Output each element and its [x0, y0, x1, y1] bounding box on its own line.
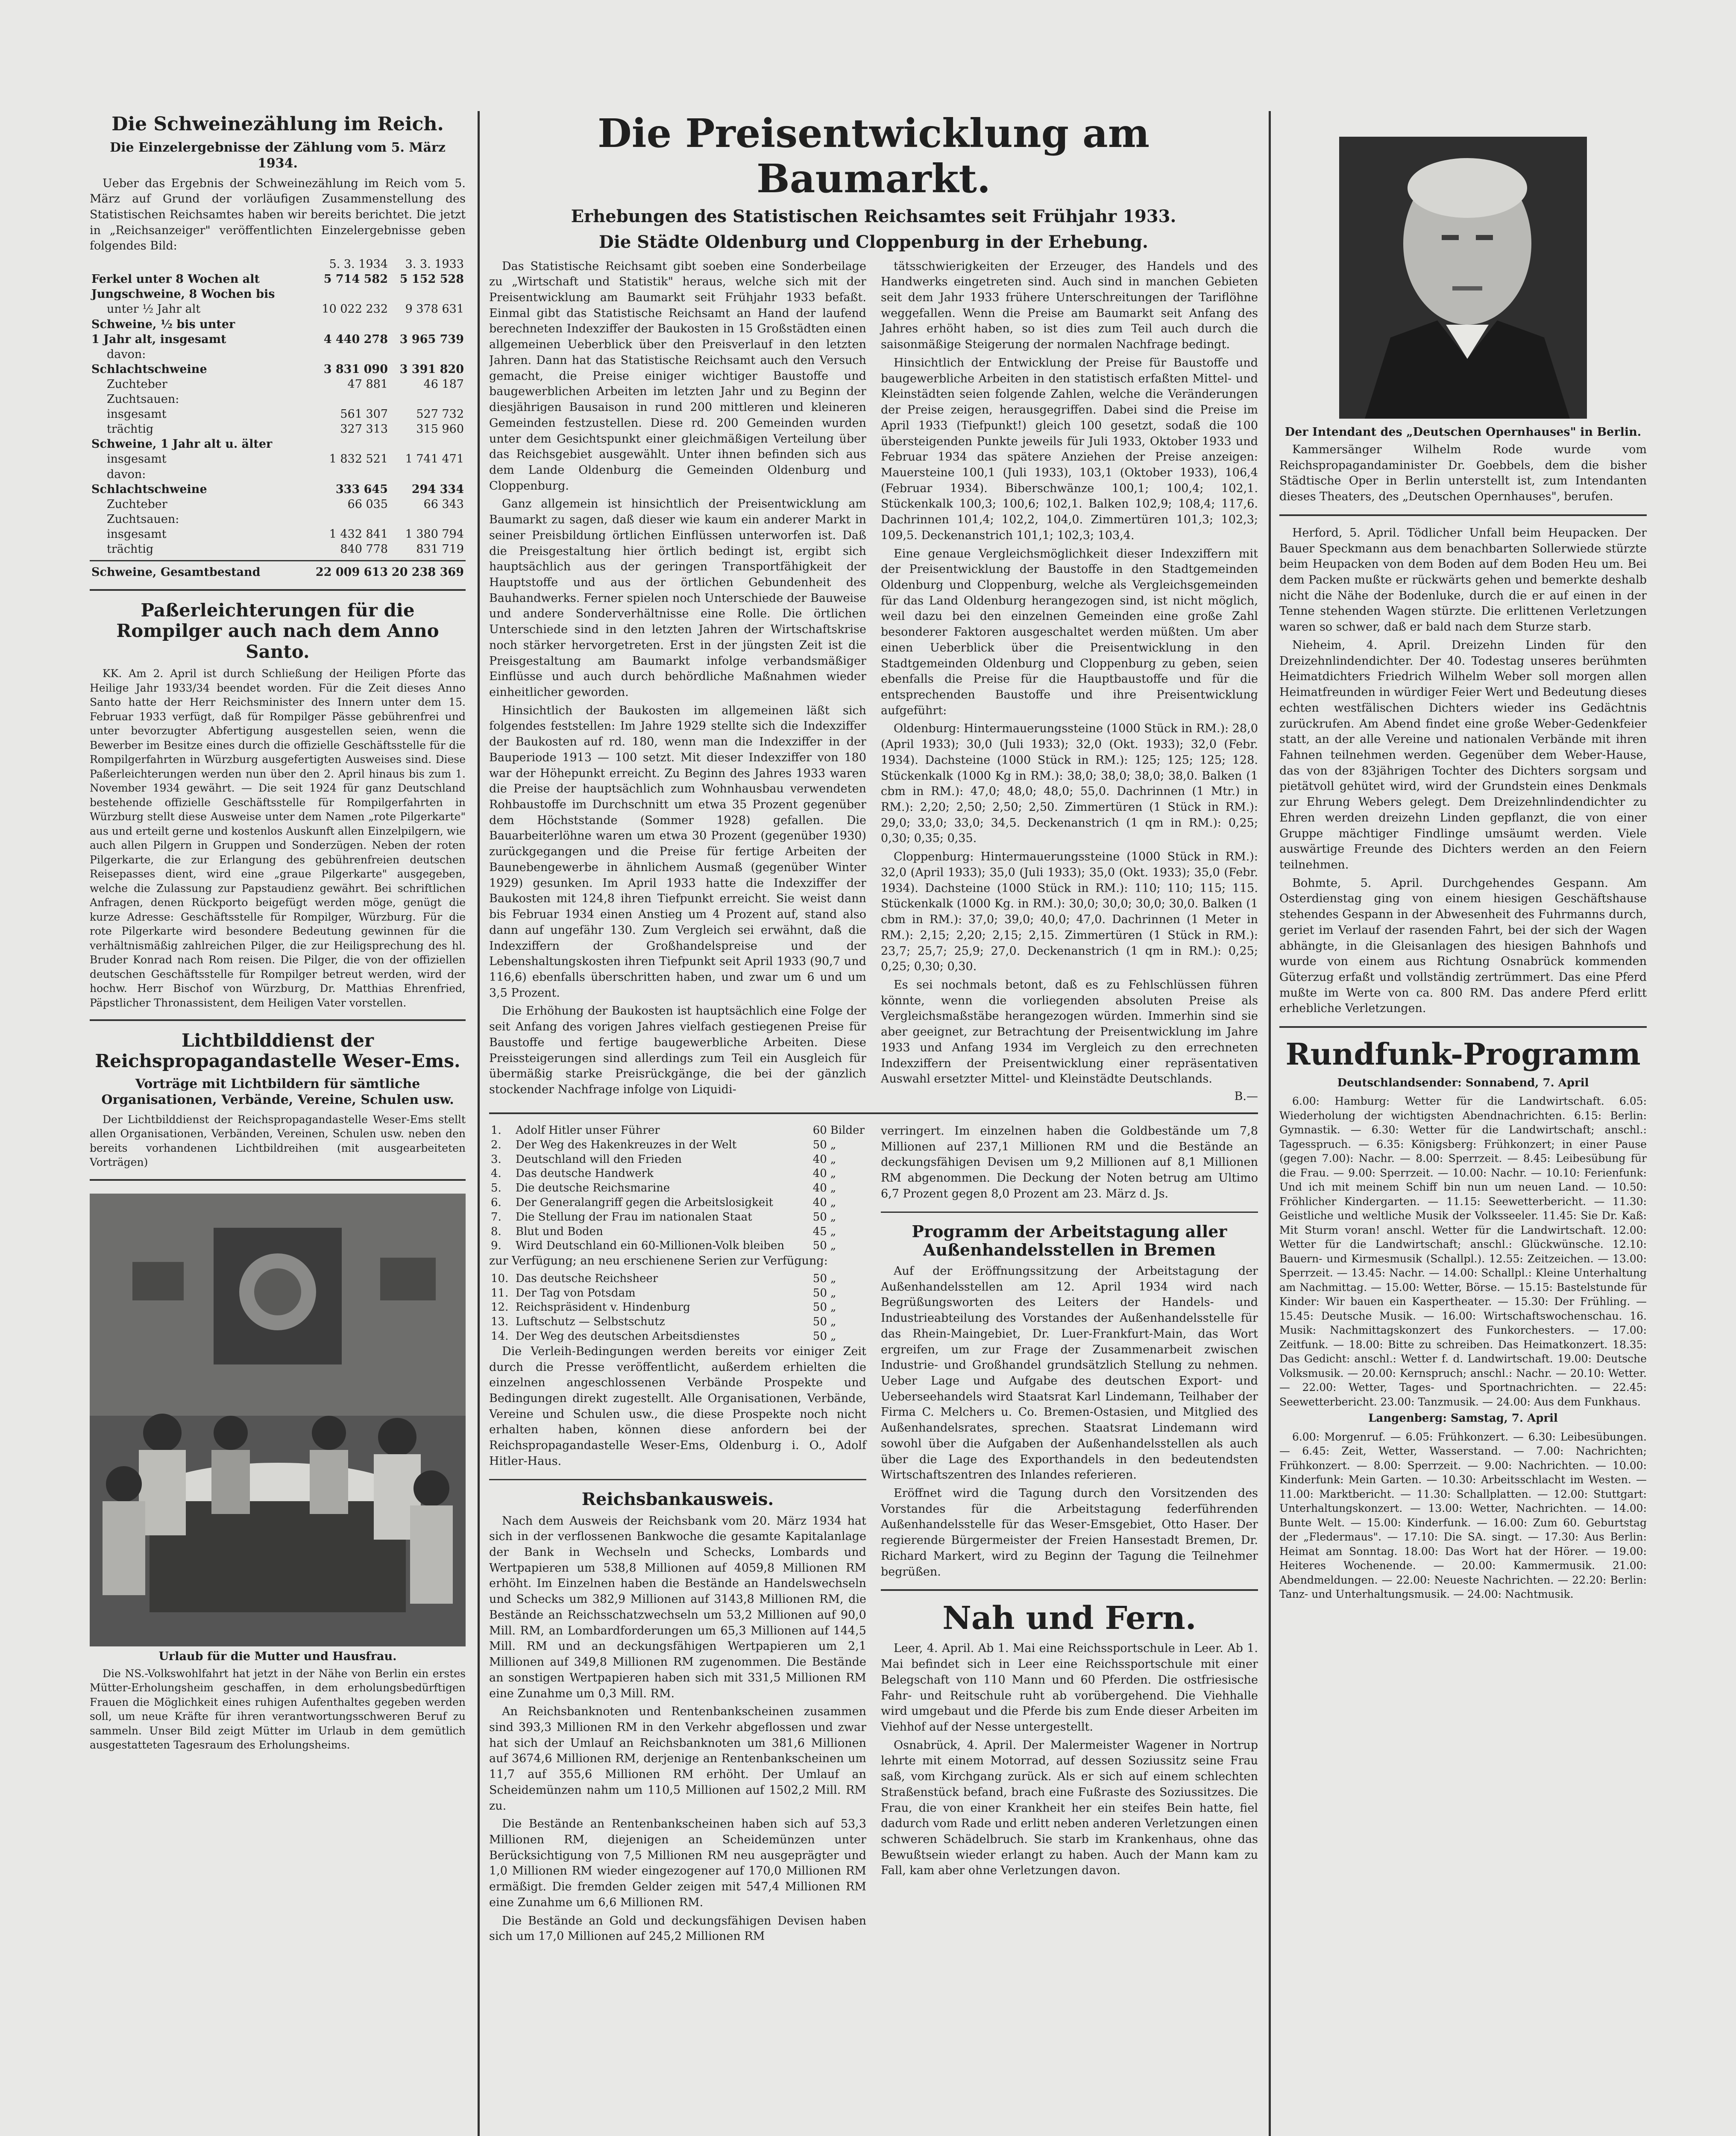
- article-paragraph: KK. Am 2. April ist durch Schließung der Heiligen Pforte das Heilige Jahr 1933/34 beendet worden. Für die Zeit dieses Anno Santo hatte der Herr Reichsminister des Innern unter dem 15. Februar 1933 verfügt, daß für Rompilger Pässe gebührenfrei und unter bevorzugter Abfertigung ausgestellen seien, wenn die Bewerber im Besitze eines durch die offizielle Geschäftsstelle für die Rompilgerfahrten in Würzburg ausgefertigten Ausweises sind. Diese Paßerleichterungen werden nun über den 2. April hinaus bis zum 1. November 1934 gewährt. — Die seit 1924 für ganz Deutschland bestehende offizielle Geschäftsstelle für Rompilgerfahrten in Würzburg stellt diese Ausweise unter dem Namen „rote Pilgerkarte" aus und erteilt gerne und kostenlos Auskunft allen Einzelpilgern, wie auch allen Pilgern in Gruppen und Sonderzügen. Neben der roten Pilgerkarte, die zur Erlangung des gebührenfreien deutschen Reisepasses dient, wird eine „graue Pilgerkarte" ausgegeben, welche die Zulassung zur Papstaudienz gewährt. Bei schriftlichen Anfragen, denen Rückporto beigefügt werden möge, genügt die kurze Adresse: Geschäftsstelle für Rompilger, Würzburg. Für die rote Pilgerkarte wird besondere Bedeutung gewinnen für die verhältnismäßig zahlreichen Pilger, die zur Heiligsprechung des hl. Bruder Konrad nach Rom reisen. Die Pilger, die von der offiziellen deutschen Geschäftsstelle für Rompilger betreut werden, wird der hochw. Herr Bischof von Würzburg, Dr. Matthias Ehrenfried, Päpstlicher Thronassistent, dem Heiligen Vater vorstellen.: [90, 667, 466, 1009]
- row-value: [390, 437, 466, 452]
- article-paragraph: Eröffnet wird die Tagung durch den Vorsitzenden des Vorstandes für die Arbeitstagung federführenden Außenhandelsstelle für das Weser-Emsgebiet, Otto Haser. Der regierende Bürgermeister der Freien Hansestadt Bremen, Dr. Richard Markert, wird zu Beginn der Tagung die Teilnehmer begrüßen.: [881, 1487, 1258, 1579]
- item-number: 6.: [491, 1196, 501, 1209]
- list-item: [489, 1300, 866, 1315]
- near-far-article: [881, 1641, 1258, 1879]
- article-paragraph: Das Statistische Reichsamt gibt soeben eine Sonderbeilage zu „Wirtschaft und Statistik" heraus, welche sich mit der Preisentwicklung am Baumarkt seit Frühjahr 1933 befaßt. Einmal gibt das Statistische Reichsamt an Hand der laufend berechneten Indexziffer der Baukosten in 15 Großstädten einen allgemeinen Ueberblick über den Preisverlauf in den letzten Jahren. Dann hat das Statistische Reichsamt auch den Versuch gemacht, die Preise einiger wichtiger Baustoffe und baugewerblichen Arbeiten im letzten Jahr und zu Beginn der diesjährigen Bausaison in rund 200 mittleren und kleineren Gemeinden festzustellen. Diese rd. 200 Gemeinden wurden unter dem Gesichtspunkt einer gleichmäßigen Verteilung über das Reichsgebiet ausgewählt. Unter ihnen befinden sich aus dem Lande Oldenburg die Gemeinden Oldenburg und Cloppenburg.: [489, 259, 866, 493]
- main-article: [489, 259, 1258, 1103]
- table-row: [90, 422, 466, 437]
- row-label: [90, 257, 314, 272]
- row-value: 66 035: [347, 497, 388, 511]
- item-title: Das deutsche Handwerk: [516, 1167, 654, 1180]
- item-title: Adolf Hitler unser Führer: [516, 1124, 660, 1137]
- row-value: [390, 287, 466, 302]
- row-value: 46 187: [423, 377, 464, 391]
- row-value: [314, 437, 390, 452]
- row-label: davon:: [107, 347, 146, 361]
- item-count: 50: [812, 1272, 827, 1285]
- item-unit: „: [830, 1225, 836, 1238]
- table-row: [90, 452, 466, 467]
- row-value: [314, 347, 390, 362]
- item-unit: „: [830, 1167, 836, 1180]
- article-paragraph: Hinsichtlich der Baukosten im allgemeinen läßt sich folgendes feststellen: Im Jahre 1929 stellte sich die Indexziffer der Baukosten auf rd. 180, wenn man die Indexziffer in der Bauperiode 1913 — 100 setzt. Mit dieser Indexziffer von 180 war der Höhepunkt erreicht. Zu Beginn des Jahres 1933 waren die Preise der hauptsächlich zum Wohnhausbau verwendeten Rohbaustoffe im Durchschnitt um etwa 35 Prozent gegenüber dem Höchststande (Sommer 1928) gefallen. Die Bauarbeiterlöhne waren um etwa 30 Prozent (gegenüber 1930) zurückgegangen und die Preise für fertige Arbeiten der Baunebengewerbe in ähnlichem Ausmaß (gegenüber Winter 1929) gesunken. Im April 1933 hatte die Indexziffer der Baukosten mit 124,8 ihren Tiefpunkt erreicht. Sie weist dann bis Februar 1934 einen Anstieg um 4 Prozent auf, stand also dann auf ungefähr 130. Zum Vergleich sei erwähnt, daß die Indexziffern der Großhandelspreise und der Lebenshaltungskosten ihren Tiefpunkt seit April 1933 (90,7 und 116,6) ebenfalls überschritten haben, und zwar um 6 und um 3,5 Prozent.: [489, 704, 866, 1000]
- row-label: Schlachtschweine: [91, 482, 207, 496]
- slide-service-article: [90, 1112, 466, 1170]
- article-paragraph: Eine genaue Vergleichsmöglichkeit dieser Indexziffern mit der Preisentwicklung der Baustoffe in den Stadtgemeinden Oldenburg und Cloppenburg, welche als Vergleichsgemeinden für das Land Oldenburg herangezogen sind, ist nicht möglich, weil dazu bei den einzelnen Gemeinden eine große Zahl besonderer Faktoren ausgeschaltet werden müßten. Um aber einen Ueberblick über die Preisentwicklung in den Stadtgemeinden Oldenburg und Cloppenburg zu geben, seien ebenfalls die Preise für die Hauptbaustoffe und für die entsprechenden Baustoffe und ihre Preisentwicklung aufgeführt:: [881, 547, 1258, 717]
- item-unit: „: [830, 1210, 836, 1224]
- row-value: 294 334: [411, 482, 464, 496]
- article-paragraph: Die Erhöhung der Baukosten ist hauptsächlich eine Folge der seit Anfang des vorigen Jahres vielfach gestiegenen Preise für Baustoffe und fertige baugewerbliche Arbeiten. Diese Preissteigerungen sind allerdings zum Teil ein Ausgleich für übermäßig starke Preisrückgänge, die bei der gänzlich stockender Nachfrage infolge von Liquidi-: [489, 1004, 866, 1096]
- divider: [1279, 1026, 1647, 1028]
- row-label: Schweine, ½ bis unter: [91, 317, 235, 331]
- radio-program-title: Rundfunk-Programm: [1285, 1036, 1641, 1072]
- item-title: Reichspräsident v. Hindenburg: [516, 1301, 690, 1314]
- row-label: trächtig: [107, 423, 154, 436]
- list-item: [489, 1124, 866, 1138]
- article-paragraph: Die NS.-Volkswohlfahrt hat jetzt in der Nähe von Berlin ein erstes Mütter-Erholungsheim geschaffen, in dem erholungsbedürftigen Frauen die Möglichkeit eines ruhigen Aufenthaltes gegeben werden soll, um neue Kräfte für ihren verantwortungsschweren Beruf zu sammeln. Unser Bild zeigt Mütter im Urlaub in dem gemütlich ausgestatteten Tagesraum des Erholungsheims.: [90, 1667, 466, 1752]
- column-left: [90, 111, 466, 2136]
- row-value: 3 831 090: [323, 362, 388, 376]
- row-value: 3. 3. 1933: [405, 258, 464, 271]
- row-value: 5. 3. 1934: [329, 258, 388, 271]
- reichsbank-article: [489, 1514, 866, 1945]
- trade-conference-article: [881, 1264, 1258, 1580]
- list-item: [489, 1210, 866, 1225]
- pig-census-subtitle: Die Einzelergebnisse der Zählung vom 5. März 1934.: [110, 140, 446, 171]
- table-row: [90, 467, 466, 482]
- item-unit: „: [830, 1286, 836, 1300]
- list-item: [489, 1196, 866, 1210]
- item-count: 40: [812, 1153, 827, 1166]
- item-count: 50: [812, 1210, 827, 1224]
- main-article-col-b: [881, 259, 1258, 1103]
- row-value: 315 960: [416, 423, 464, 436]
- row-value: 3 965 739: [399, 332, 464, 346]
- column-right: [1279, 111, 1647, 2136]
- row-label: Ferkel unter 8 Wochen alt: [91, 273, 260, 286]
- row-value: [314, 392, 390, 407]
- article-paragraph: An Reichsbanknoten und Rentenbankscheinen zusammen sind 393,3 Millionen RM in den Verkehr abgeflossen und zwar hat sich der Umlauf an Reichsbanknoten um 381,6 Millionen auf 3674,6 Millionen RM, derjenige an Rentenbankscheinen um 11,7 auf 355,6 Millionen RM erhöht. Der Umlauf an Scheidemünzen nahm um 110,5 Millionen auf 1502,2 Mill. RM zu.: [489, 1705, 866, 1813]
- item-number: 9.: [491, 1239, 501, 1253]
- item-number: 14.: [491, 1330, 509, 1343]
- column-rule-1: [478, 111, 480, 2136]
- lower-center-a: [489, 1124, 866, 1947]
- row-label: Zuchteber: [107, 497, 167, 511]
- list-item: [489, 1239, 866, 1253]
- list-item: [489, 1329, 866, 1344]
- table-row: [90, 317, 466, 332]
- row-label: 1 Jahr alt, insgesamt: [91, 332, 226, 346]
- row-label: Zuchtsauen:: [107, 512, 179, 526]
- item-unit: „: [830, 1196, 836, 1209]
- item-title: Das deutsche Reichsheer: [516, 1272, 658, 1285]
- item-count: 40: [812, 1167, 827, 1180]
- table-row: [90, 302, 466, 317]
- row-label: unter ½ Jahr alt: [107, 302, 201, 316]
- divider: [489, 1112, 1258, 1114]
- table-row: [90, 392, 466, 407]
- row-value: 527 732: [416, 408, 464, 421]
- item-unit: „: [830, 1272, 836, 1285]
- row-label: Schlachtschweine: [91, 362, 207, 376]
- item-title: Der Weg des Hakenkreuzes in der Welt: [516, 1138, 737, 1151]
- article-paragraph: Nach dem Ausweis der Reichsbank vom 20. März 1934 hat sich in der verflossenen Bankwoche die gesamte Kapitalanlage der Bank in Wechseln und Schecks, Lombards und Wertpapieren um 538,8 Millionen auf 4059,8 Millionen RM erhöht. Im Einzelnen haben die Bestände an Handelswechseln und Schecks um 382,9 Millionen auf 3143,8 Millionen RM, die Bestände an Reichsschatzwechseln um 53,2 Millionen auf 90,0 Mill. RM, an Lombardforderungen um 65,3 Millionen auf 144,5 Mill. RM und an deckungsfähigen Wertpapieren um 2,1 Millionen auf 349,8 Millionen RM zugenommen. Die Bestände an sonstigen Wertpapieren haben sich mit 331,5 Millionen RM eine Zunahme um 0,3 Mill. RM.: [489, 1514, 866, 1700]
- column-center: [489, 111, 1258, 2136]
- article-paragraph: Auf der Eröffnungssitzung der Arbeitstagung der Außenhandelsstellen am 12. April 1934 wird nach Begrüßungsworten des Leiters der Handels- und Industrieabteilung des Vorstandes der Außenhandelsstelle für das Rhein-Maingebiet, Dr. Luer-Frankfurt-Main, das Wort ergreifen, um zur Frage der Zusammenarbeit zwischen Industrie- und Großhandel grundsätzlich Stellung zu nehmen. Ueber Lage und Aufgabe des deutschen Export- und Ueberseehandels wird Staatsrat Karl Lindemann, Teilhaber der Firma C. Melchers u. Co. Bremen-Ostasien, und Mitglied des Außenhandelsrates, sprechen. Staatsrat Lindemann wird sowohl über die Aufgaben der Außenhandelsstellen als auch über die Lage des Exporthandels in den bedeutendsten Wirtschaftszentren des Inlandes referieren.: [881, 1264, 1258, 1482]
- row-value: 3 391 820: [399, 362, 464, 376]
- slide-series-note: zur Verfügung; an neu erschienene Serien zur Verfügung:: [489, 1254, 828, 1268]
- total-label: Schweine, Gesamtbestand: [91, 566, 261, 579]
- lower-center-b: [881, 1124, 1258, 1947]
- mothers-photo: [90, 1194, 466, 1646]
- list-item: [489, 1138, 866, 1153]
- divider: [90, 1019, 466, 1021]
- item-unit: „: [830, 1153, 836, 1166]
- mothers-photo-image: [90, 1194, 466, 1646]
- row-value: [390, 467, 466, 482]
- intendant-caption: Der Intendant des „Deutschen Opernhauses" in Berlin.: [1284, 425, 1642, 439]
- item-count: 50: [812, 1315, 827, 1329]
- row-value: 47 881: [347, 377, 388, 391]
- row-label: Zuchtsauen:: [107, 393, 179, 406]
- list-item: [489, 1167, 866, 1181]
- pilgrim-article: [90, 666, 466, 1010]
- item-number: 11.: [491, 1286, 509, 1300]
- article-signature: B.—: [1234, 1089, 1258, 1103]
- table-row: [90, 497, 466, 512]
- lower-center: [489, 1124, 1258, 1947]
- news-item: Nieheim, 4. April. Dreizehn Linden für den Dreizehnlindendichter. Der 40. Todestag unseres berühmten Heimatdichters Friedrich Wilhelm Weber soll morgen allen Heimatfreunden in würdiger Feier Wert und Bedeutung dieses echten westfälischen Dichters wieder ins Gedächtnis zurückrufen. Am Abend findet eine große Weber-Gedenkfeier statt, an der alle Vereine und nationalen Verbände mit ihren Fahnen teilnehmen werden. Gegenüber dem Weber-Hause, das von der 83jährigen Tochter des Dichters sorgsam und pietätvoll gehütet wird, wird der Grundstein eines Denkmals zur Ehrung Webers gelegt. Dem Dreizehnlindendichter zu Ehren werden dreizehn Linden gepflanzt, die von einer Gruppe mächtiger Findlinge umsäumt werden. Viele auswärtige Freunde des Dichters werden an den Feiern teilnehmen.: [1279, 638, 1647, 871]
- article-paragraph: Die Bestände an Gold und deckungsfähigen Devisen haben sich um 17,0 Millionen auf 245,2 Millionen RM: [489, 1914, 866, 1943]
- item-unit: „: [830, 1301, 836, 1314]
- row-value: 1 741 471: [405, 452, 464, 466]
- list-item: [489, 1153, 866, 1167]
- table-row: [90, 407, 466, 422]
- item-unit: „: [830, 1330, 836, 1343]
- radio-schedule: 6.00: Morgenruf. — 6.05: Frühkonzert. — 6.30: Leibesübungen. — 6.45: Zeit, Wetter, Wasserstand. — 7.00: Nachrichten; Frühkonzert. — 8.00: Sperrzeit. — 9.00: Nachrichten. — 10.00: Kinderfunk: Mein Garten. — 10.30: Arbeitsschlacht im Westen. — 11.00: Marktbericht. — 11.30: Schallplatten. — 12.00: Stuttgart: Unterhaltungskonzert. — 13.00: Wetter, Nachrichten. — 14.00: Bunte Welt. — 15.00: Kinderfunk. — 16.00: Zum 60. Geburtstag der „Fledermaus". — 17.10: Die SA. singt. — 17.30: Aus Berlin: Heimat am Sonntag. 18.00: Das Wort hat der Hörer. — 19.00: Heiteres Wochenende. — 20.00: Kammermusik. 21.00: Abendmeldungen. — 22.00: Neueste Nachrichten. — 22.20: Berlin: Tanz- und Unterhaltungsmusik. — 24.00: Nachtmusik.: [1279, 1430, 1647, 1601]
- item-count: 50: [812, 1286, 827, 1300]
- row-value: [390, 512, 466, 527]
- slide-service-title: Lichtbilddienst der Reichspropagandastelle Weser-Ems.: [95, 1030, 460, 1072]
- item-title: Der Tag von Potsdam: [516, 1286, 636, 1300]
- row-label: trächtig: [107, 542, 154, 556]
- list-item: [489, 1272, 866, 1286]
- total-1934: 22 009 613: [315, 566, 388, 579]
- row-value: [314, 287, 390, 302]
- article-paragraph: Cloppenburg: Hintermauerungssteine (1000 Stück in RM.): 32,0 (April 1933); 35,0 (Juli 1933); 35,0 (Okt. 1933); 35,0 (Febr. 1934). Dachsteine (1000 Stück in RM.): 110; 110; 115; 115. Stückenkalk (1000 Kg. in RM.): 30,0; 30,0; 30,0; 30,0. Balken (1 cbm in RM.): 37,0; 39,0; 40,0; 47,0. Dachrinnen (1 Meter in RM.): 2,15; 2,20; 2,15; 2,15. Zimmertüren (1 Stück in RM.): 23,7; 25,7; 25,9; 27,0. Deckenanstrich (1 qm in RM.): 0,25; 0,25; 0,30; 0,30.: [881, 850, 1258, 974]
- mothers-article: [90, 1667, 466, 1752]
- slide-service-subtitle: Vorträge mit Lichtbildern für sämtliche Organisationen, Verbände, Vereine, Schulen usw.: [101, 1076, 454, 1108]
- row-label: Schweine, 1 Jahr alt u. älter: [91, 437, 273, 451]
- news-item: Bohmte, 5. April. Durchgehendes Gespann. Am Osterdienstag ging von einem hiesigen Geschäftshause stehendes Gespann in der Abwesenheit des Fuhrmanns durch, geriet im Verlauf der rasenden Fahrt, bei der sich der Wagen abhängte, in die Gleisanlagen des hiesigen Bahnhofs und wurde von einem aus Richtung Osnabrück kommenden Güterzug erfaßt und vollständig zertrümmert. Das eine Pferd mußte im Werte von ca. 800 RM. Das andere Pferd erlitt erhebliche Verletzungen.: [1279, 876, 1647, 1015]
- list-item: [489, 1315, 866, 1329]
- item-title: Wird Deutschland ein 60-Millionen-Volk bleiben: [516, 1239, 785, 1253]
- row-value: [314, 467, 390, 482]
- article-paragraph: tätsschwierigkeiten der Erzeuger, des Handels und des Handwerks eingetreten sind. Auch sind in manchen Gebieten seit dem Jahr 1933 frühere Unterschreitungen der Tariflöhne weggefallen. Wenn die Preise am Baumarkt seit Anfang des Jahres erhöht haben, so ist dies zum Teil auch durch die saisonmäßige Steigerung der normalen Nachfrage bedingt.: [881, 259, 1258, 352]
- table-row: [90, 287, 466, 302]
- news-item: Osnabrück, 4. April. Der Malermeister Wagener in Nortrup lehrte mit einem Motorrad, auf dessen Soziussitz seine Frau saß, vom Kirchgang zurück. Als er sich auf einem schlechten Straßenstück befand, brach eine Fußraste des Soziussitzes. Die Frau, die von einer Krankheit her ein steifes Bein hatte, fiel dadurch vom Rade und erlitt neben anderen Verletzungen einen schweren Schädelbruch. Sie starb im Krankenhaus, ohne das Bewußtsein wieder erlangt zu haben. Auch der Mann kam zu Fall, kam aber ohne Verletzungen davon.: [881, 1738, 1258, 1878]
- radio-schedule: 6.00: Hamburg: Wetter für die Landwirtschaft. 6.05: Wiederholung der wichtigsten Abendnachrichten. 6.15: Berlin: Gymnastik. — 6.30: Wetter für die Landwirtschaft; anschl.: Tagesspruch. — 6.35: Königsberg: Frühkonzert; in einer Pause (gegen 7.00): Nachr. — 8.00: Sperrzeit. — 8.45: Leibesübung für die Frau. — 9.00: Sperrzeit. — 10.00: Nachr. — 10.10: Ferienfunk: Und ich mit meinem Schiff bin nun um neuen Land. — 10.50: Fröhlicher Kindergarten. — 11.15: Seewetterbericht. — 11.30: Geistliche und weltliche Musik der Volksseeler. 11.45: Sie Dr. Kaß: Mit Sturm voran! anschl. Wetter für die Landwirtschaft. 12.00: Wetter für die Landwirtschaft; anschl.: Glückwünsche. 12.10: Bauern- und Kirmesmusik (Schallpl.). 12.55: Zeitzeichen. — 13.00: Sperrzeit. — 13.45: Nachr. — 14.00: Schallpl.: Kleine Unterhaltung am Nachmittag. — 15.00: Wetter, Börse. — 15.15: Bastelstunde für Kinder: Wir bauen ein Kaspertheater. — 15.30: Der Frühling. — 15.45: Deutsche Musik. — 16.00: Wirtschaftswochenschau. 16. Musik: Nachmittagskonzert des Funkorchesters. — 17.00: Zeitfunk. — 18.00: Bitte zu schreiben. Das Heimatkonzert. 18.35: Das Gedicht: anschl.: Wetter f. d. Landwirtschaft. 19.00: Deutsche Volksmusik. — 20.00: Kernspruch; anschl.: Nachr. — 20.10: Wetter. — 22.00: Wetter, Tages- und Sportnachrichten. — 22.45: Seewetterbericht. 23.00: Tanzmusik. — 24.00: Aus dem Funkhaus.: [1279, 1095, 1647, 1408]
- row-label: Zuchteber: [107, 377, 167, 391]
- item-number: 8.: [491, 1225, 501, 1238]
- row-label: Jungschweine, 8 Wochen bis: [91, 288, 275, 301]
- item-title: Die deutsche Reichsmarine: [516, 1182, 670, 1195]
- item-number: 5.: [491, 1182, 501, 1195]
- row-label: insgesamt: [107, 408, 167, 421]
- row-label: insgesamt: [107, 452, 167, 466]
- item-title: Blut und Boden: [516, 1225, 603, 1238]
- near-far-title: Nah und Fern.: [942, 1600, 1196, 1637]
- main-headline: Die Preisentwicklung am Baumarkt.: [597, 111, 1150, 202]
- item-title: Der Generalangriff gegen die Arbeitslosigkeit: [516, 1196, 774, 1209]
- table-row: [90, 272, 466, 287]
- item-unit: „: [830, 1182, 836, 1195]
- table-row: [90, 257, 466, 272]
- row-value: [390, 392, 466, 407]
- intendant-portrait: [1339, 137, 1587, 419]
- row-value: 1 832 521: [329, 452, 388, 466]
- list-item: [489, 1225, 866, 1239]
- item-count: 50: [812, 1239, 827, 1253]
- row-label: insgesamt: [107, 527, 167, 541]
- item-number: 3.: [491, 1153, 501, 1166]
- radio-program: [1279, 1076, 1647, 1602]
- list-item: [489, 1181, 866, 1196]
- row-value: 1 432 841: [329, 527, 388, 541]
- row-value: 831 719: [416, 542, 464, 556]
- pig-census-title: Die Schweinezählung im Reich.: [111, 113, 444, 135]
- item-count: 50: [812, 1301, 827, 1314]
- row-value: 5 714 582: [323, 273, 388, 286]
- item-number: 2.: [491, 1138, 501, 1151]
- table-row: [90, 542, 466, 557]
- divider: [881, 1212, 1258, 1213]
- main-subtitle-1: Erhebungen des Statistischen Reichsamtes seit Frühjahr 1933.: [571, 206, 1176, 226]
- item-number: 4.: [491, 1167, 501, 1180]
- divider: [90, 589, 466, 591]
- row-value: 333 645: [335, 482, 388, 496]
- total-1933: 20 238 369: [391, 566, 464, 579]
- row-value: 10 022 232: [322, 302, 388, 316]
- table-row: [90, 437, 466, 452]
- article-paragraph: Hinsichtlich der Entwicklung der Preise für Baustoffe und baugewerbliche Arbeiten in den statistisch erfaßten Mittel- und Kleinstädten seien folgende Zahlen, welche die Veränderungen der Preise zeigen, herausgegriffen. Dabei sind die Preise im April 1933 (Tiefpunkt!) gleich 100 gesetzt, sodaß die 100 übersteigenden Punkte jeweils für Juli 1933, Oktober 1933 und Februar 1934 das spätere Anziehen der Preise anzeigen: Mauersteine 100,1 (Juli 1933), 103,1 (Oktober 1933), 106,4 (Februar 1934). Biberschwänze 100,1; 100,4; 102,1. Stückenkalk 100,3; 100,6; 102,1. Balken 102,9; 108,4; 117,6. Dachrinnen 101,4; 102,2, 104,0. Zimmertüren 101,3; 102,3; 109,5. Deckenanstrich 101,1; 102,3; 103,4.: [881, 356, 1258, 542]
- main-article-col-a: [489, 259, 866, 1103]
- table-row: [90, 347, 466, 362]
- news-item: Leer, 4. April. Ab 1. Mai eine Reichssportschule in Leer. Ab 1. Mai befindet sich in Leer eine Reichssportschule mit einer Belegschaft von 110 Mann und 60 Pferden. Die ostfriesische Fahr- und Reitschule ruht ab vorübergehend. Die Viehhalle wird umgebaut und die Pferde bis zum Ende dieser Arbeiten im Viehhof auf der Nesse untergestellt.: [881, 1642, 1258, 1734]
- column-rule-2: [1269, 111, 1271, 2136]
- pilgrim-title: Paßerleichterungen für die Rompilger auch nach dem Anno Santo.: [116, 600, 439, 662]
- row-value: [314, 512, 390, 527]
- slide-series-new: [489, 1272, 866, 1344]
- table-row: [90, 527, 466, 542]
- table-row: [90, 362, 466, 377]
- row-value: [314, 317, 390, 332]
- divider: [90, 560, 466, 561]
- main-subtitle-2: Die Städte Oldenburg und Cloppenburg in der Erhebung.: [599, 232, 1148, 252]
- item-count: 50: [812, 1330, 827, 1343]
- article-paragraph: Es sei nochmals betont, daß es zu Fehlschlüssen führen könnte, wenn die vorliegenden absoluten Preise als Vergleichsmaßstäbe herangezogen würden. Immerhin sind sie aber geeignet, zur Betrachtung der Preisentwicklung im Jahre 1933 und Anfang 1934 im Vergleich zu den errechneten Indexziffern der Preisentwicklung einer repräsentativen Auswahl ersetzter Mittel- und Kleinstädte Deutschlands.: [881, 978, 1258, 1086]
- item-number: 10.: [491, 1272, 509, 1285]
- item-unit: Bilder: [830, 1124, 865, 1137]
- item-title: Luftschutz — Selbstschutz: [516, 1315, 665, 1329]
- slide-series-conditions: Die Verleih-Bedingungen werden bereits vor einiger Zeit durch die Presse veröffentlicht, außerdem erhielten die einzelnen angeschlossenen Verbände Prospekte und Bedingungen direkt zugestellt. Alle Organisationen, Verbände, Vereine und Schulen usw., die diese Prospekte noch nicht erhalten haben, können diese anfordern bei der Reichspropagandastelle Weser-Ems, Oldenburg i. O., Adolf Hitler-Haus.: [489, 1344, 866, 1468]
- divider: [90, 1179, 466, 1181]
- item-number: 12.: [491, 1301, 509, 1314]
- row-value: 5 152 528: [399, 273, 464, 286]
- item-count: 60: [812, 1124, 827, 1137]
- row-value: 66 343: [423, 497, 464, 511]
- divider: [881, 1589, 1258, 1591]
- item-title: Der Weg des deutschen Arbeitsdienstes: [516, 1330, 740, 1343]
- article-paragraph: Oldenburg: Hintermauerungssteine (1000 Stück in RM.): 28,0 (April 1933); 30,0 (Juli 1933); 32,0 (Okt. 1933); 32,0 (Febr. 1934). Dachsteine (1000 Stück in RM.): 125; 125; 125; 128. Stückenkalk (1000 Kg in RM.): 38,0; 38,0; 38,0; 38,0. Balken (1 cbm in RM.): 47,0; 48,0; 48,0; 55,0. Dachrinnen (1 Mtr.) in RM.): 2,20; 2,50; 2,50; 2,50. Zimmertüren (1 Stück in RM.): 29,0; 33,0; 33,0; 34,5. Deckenanstrich (1 qm in RM.): 0,25; 0,30; 0,35; 0,35.: [881, 722, 1258, 845]
- row-label: davon:: [107, 467, 146, 481]
- row-value: [390, 317, 466, 332]
- reichsbank-title: Reichsbankausweis.: [581, 1489, 774, 1509]
- row-value: 327 313: [340, 423, 388, 436]
- item-number: 13.: [491, 1315, 509, 1329]
- item-count: 40: [812, 1182, 827, 1195]
- row-value: 840 778: [340, 542, 388, 556]
- article-paragraph: Die Bestände an Rentenbankscheinen haben sich auf 53,3 Millionen RM, diejenigen an Scheidemünzen unter Berücksichtigung von 7,5 Millionen RM neu ausgeprägter und 1,0 Millionen RM wieder eingezogener auf 170,0 Millionen RM ermäßigt. Die fremden Gelder zeigen mit 547,4 Millionen RM eine Zunahme um 6,6 Millionen RM.: [489, 1817, 866, 1909]
- row-value: 9 378 631: [405, 302, 464, 316]
- item-title: Deutschland will den Frieden: [516, 1153, 682, 1166]
- item-unit: „: [830, 1239, 836, 1253]
- divider: [1279, 514, 1647, 516]
- article-paragraph: Ganz allgemein ist hinsichtlich der Preisentwicklung am Baumarkt zu sagen, daß dieser wie kaum ein anderer Markt in seiner Preisbildung örtlichen Einflüssen unterworfen ist. Daß die Preisgestaltung hier örtlich bedingt ist, ergibt sich hauptsächlich aus der geringen Transportfähigkeit der Hauptstoffe und aus der örtlichen Gebundenheit des Bauhandwerks. Ferner spielen noch Unterschiede der Bauweise und andere Sonderverhältnisse eine Rolle. Die örtlichen Unterschiede sind in den letzten Jahren der Wirtschaftskrise noch stärker hervorgetreten. Erst in der jüngsten Zeit ist die Preisgestaltung am Baumarkt infolge verbandsmäßiger Einflüsse und auch durch behördliche Maßnahmen wieder einheitlicher geworden.: [489, 497, 866, 699]
- radio-station-heading: Deutschlandsender: Sonnabend, 7. April: [1337, 1076, 1589, 1089]
- pig-census-table: [90, 257, 466, 557]
- article-paragraph: Der Lichtbilddienst der Reichspropagandastelle Weser-Ems stellt allen Organisationen, Verbänden, Vereinen, Schulen usw. neben den bereits vorhandenen Lichtbildreihen (mit ausgearbeiteten Vorträgen): [90, 1113, 466, 1169]
- table-row: [90, 512, 466, 527]
- news-item: Herford, 5. April. Tödlicher Unfall beim Heupacken. Der Bauer Speckmann aus dem benachbarten Sollerwiede stürzte beim Heupacken von dem Boden auf dem Boden Heu um. Bei dem Packen mußte er rückwärts gehen und bemerkte deshalb nicht die Nähe der Bodenluke, durch die er auf einen in der Tenne stehenden Wagen stürzte. Die erlittenen Verletzungen waren so schwer, daß er bald nach dem Sturze starb.: [1279, 526, 1647, 634]
- pig-census-intro: Ueber das Ergebnis der Schweinezählung im Reich vom 5. März auf Grund der vorläufigen Zusammenstellung des Statistischen Reichsamtes haben wir bereits berichtet. Die jetzt in „Reichsanzeiger" veröffentlichten Einzelergebnisse geben folgendes Bild:: [90, 176, 466, 253]
- pig-census-total: [90, 565, 466, 580]
- intendant-portrait-image: [1339, 137, 1587, 419]
- row-value: 561 307: [340, 408, 388, 421]
- reichsbank-continued: verringert. Im einzelnen haben die Goldbestände um 7,8 Millionen auf 237,1 Millionen RM und die Bestände an deckungsfähigen Devisen um 9,2 Millionen auf 8,1 Millionen RM abgenommen. Die Deckung der Noten betrug am Ultimo 6,7 Prozent gegen 8,0 Prozent am 23. März d. Js.: [881, 1124, 1258, 1200]
- row-value: [390, 347, 466, 362]
- item-count: 50: [812, 1138, 827, 1151]
- row-value: 4 440 278: [323, 332, 388, 346]
- table-row: [90, 332, 466, 347]
- intendant-text: Kammersänger Wilhelm Rode wurde vom Reichspropagandaminister Dr. Goebbels, dem die bisher Städtische Oper in Berlin unterstellt ist, zum Intendanten dieses Theaters, des „Deutschen Opernhauses", berufen.: [1279, 443, 1647, 504]
- regional-news: [1279, 525, 1647, 1017]
- row-value: 1 380 794: [405, 527, 464, 541]
- item-count: 40: [812, 1196, 827, 1209]
- trade-conference-title: Programm der Arbeitstagung aller Außenhandelsstellen in Bremen: [912, 1221, 1227, 1260]
- divider: [489, 1479, 866, 1480]
- item-unit: „: [830, 1315, 836, 1329]
- item-number: 7.: [491, 1210, 501, 1224]
- table-row: [90, 482, 466, 497]
- item-count: 45: [812, 1225, 827, 1238]
- table-row: [90, 377, 466, 392]
- mothers-photo-caption: Urlaub für die Mutter und Hausfrau.: [158, 1649, 397, 1663]
- item-number: 1.: [491, 1124, 501, 1137]
- item-title: Die Stellung der Frau im nationalen Staat: [516, 1210, 752, 1224]
- item-unit: „: [830, 1138, 836, 1151]
- radio-station-heading: Langenberg: Samstag, 7. April: [1368, 1412, 1558, 1425]
- list-item: [489, 1286, 866, 1301]
- slide-series-list: [489, 1124, 866, 1253]
